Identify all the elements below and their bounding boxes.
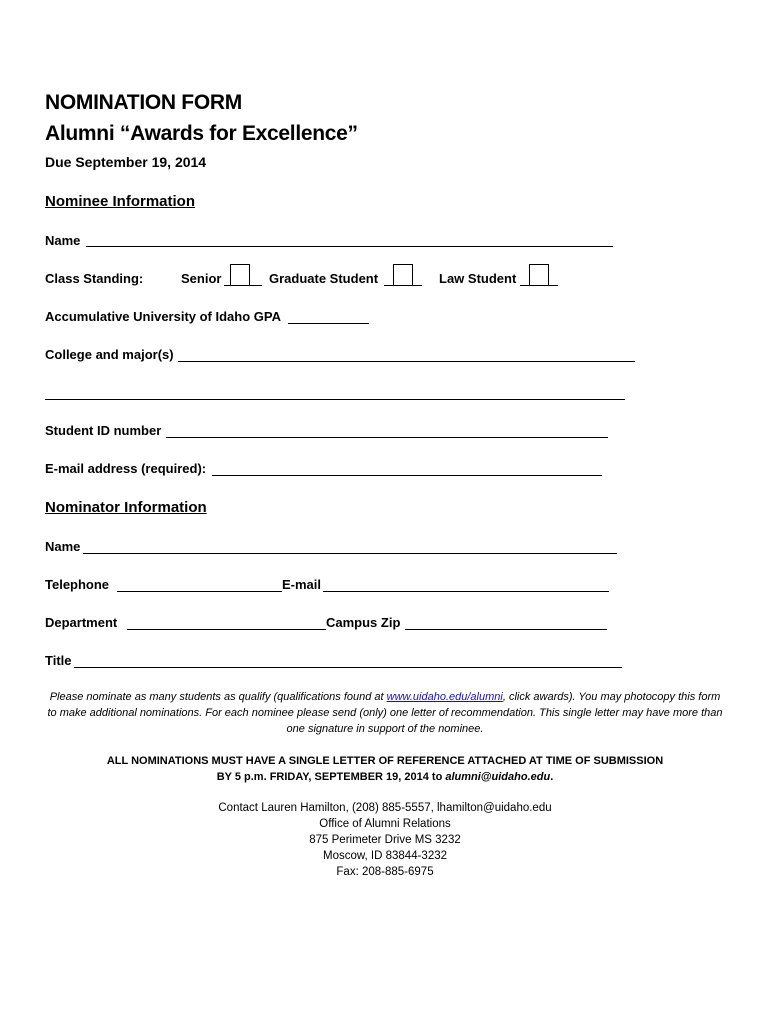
due-date: Due September 19, 2014 — [45, 154, 207, 170]
nominator-name-field[interactable] — [83, 553, 617, 554]
law-underline — [520, 285, 558, 286]
telephone-field[interactable] — [117, 591, 282, 592]
submission-notice-line1: ALL NOMINATIONS MUST HAVE A SINGLE LETTER OF REFERENCE ATTACHED AT TIME OF SUBMISSION — [106, 755, 664, 767]
nominee-email-label: E-mail address (required): — [45, 461, 207, 476]
nominee-email-field[interactable] — [212, 475, 602, 476]
nominator-title-label: Title — [45, 653, 72, 668]
department-label: Department — [45, 615, 118, 630]
senior-label: Senior — [181, 271, 222, 286]
graduate-underline — [384, 285, 422, 286]
college-label: College and major(s) — [45, 347, 174, 362]
submission-notice-line2 — [45, 769, 725, 785]
department-field[interactable] — [127, 629, 326, 630]
law-label: Law Student — [439, 271, 517, 286]
nominator-email-label: E-mail — [282, 577, 322, 592]
notice-email: alumni@uidaho.edu — [445, 771, 551, 783]
senior-underline — [224, 285, 262, 286]
notice-period: . — [550, 771, 554, 783]
alumni-link[interactable]: www.uidaho.edu/alumni — [386, 691, 503, 703]
gpa-label: Accumulative University of Idaho GPA — [45, 309, 281, 324]
graduate-label: Graduate Student — [269, 271, 379, 286]
notice-deadline: BY 5 p.m. FRIDAY, SEPTEMBER 19, 2014 to — [216, 771, 446, 783]
contact-address: 875 Perimeter Drive MS 3232 — [309, 834, 461, 846]
college-field-line2[interactable] — [45, 399, 625, 400]
instructions-text-end: , click awards). You may photocopy this form to make additional nominations. For each nominee please send (only) one letter of recommendation. This single letter may have more than one signature in support of the nominee. — [47, 691, 723, 735]
nominator-title-field[interactable] — [74, 667, 622, 668]
nominee-name-field[interactable] — [86, 246, 613, 247]
telephone-label: Telephone — [45, 577, 110, 592]
student-id-field[interactable] — [166, 437, 608, 438]
nominee-section-heading: Nominee Information — [45, 193, 196, 210]
nominator-section-heading: Nominator Information — [45, 499, 207, 516]
nominator-email-field[interactable] — [323, 591, 609, 592]
form-title: NOMINATION FORM — [45, 91, 242, 114]
graduate-checkbox[interactable] — [393, 264, 413, 285]
form-subtitle: Alumni “Awards for Excellence” — [45, 122, 358, 145]
nominator-name-label: Name — [45, 539, 81, 554]
senior-checkbox[interactable] — [230, 264, 250, 285]
contact-fax: Fax: 208-885-6975 — [336, 866, 434, 878]
contact-person: Contact Lauren Hamilton, (208) 885-5557, lhamilton@uidaho.edu — [218, 802, 552, 814]
instructions-text-start: Please nominate as many students as qualify (qualifications found at — [49, 691, 387, 703]
campus-zip-label: Campus Zip — [326, 615, 401, 630]
class-standing-label: Class Standing: — [45, 271, 144, 286]
instructions-paragraph — [45, 689, 725, 737]
law-checkbox[interactable] — [529, 264, 549, 285]
gpa-field[interactable] — [288, 323, 369, 324]
contact-office: Office of Alumni Relations — [319, 818, 451, 830]
student-id-label: Student ID number — [45, 423, 162, 438]
campus-zip-field[interactable] — [405, 629, 607, 630]
nominee-name-label: Name — [45, 233, 81, 248]
contact-city: Moscow, ID 83844-3232 — [322, 850, 448, 862]
college-field[interactable] — [178, 361, 635, 362]
